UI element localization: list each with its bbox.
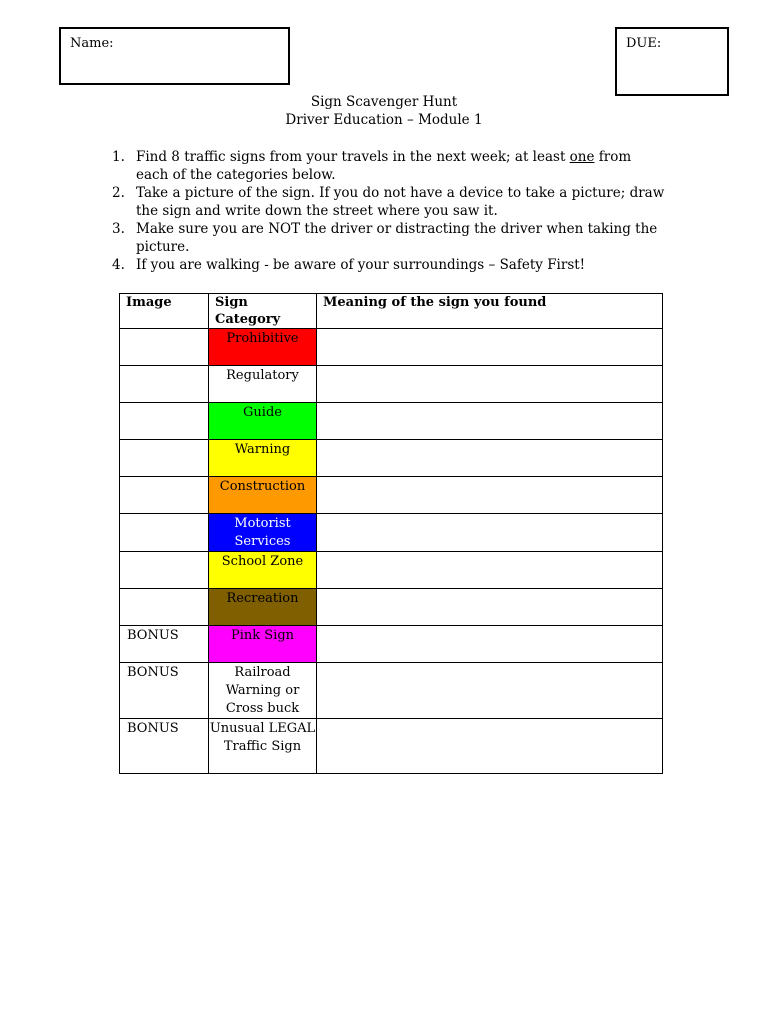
category-cell: Railroad Warning or Cross buck xyxy=(209,663,317,719)
image-cell[interactable] xyxy=(120,552,209,589)
meaning-cell[interactable] xyxy=(317,552,663,589)
table-header-row xyxy=(120,294,663,329)
document-title: Sign Scavenger Hunt xyxy=(310,94,458,110)
meaning-cell[interactable] xyxy=(317,626,663,663)
table-row xyxy=(120,514,663,552)
underlined-word: one xyxy=(569,149,595,165)
category-cell: Pink Sign xyxy=(209,626,317,663)
image-cell[interactable] xyxy=(120,440,209,477)
header-sign-category: Sign Category xyxy=(209,294,317,329)
image-cell[interactable] xyxy=(120,403,209,440)
image-cell[interactable]: BONUS xyxy=(120,719,209,774)
image-cell[interactable] xyxy=(120,477,209,514)
instruction-item: 3. Make sure you are NOT the driver or distracting the driver when taking the picture. xyxy=(112,221,658,255)
meaning-cell[interactable] xyxy=(317,663,663,719)
table-row xyxy=(120,626,663,663)
category-cell: Prohibitive xyxy=(209,329,317,366)
due-label: DUE: xyxy=(626,36,662,51)
instruction-number: 2. xyxy=(112,185,125,201)
category-cell: Warning xyxy=(209,440,317,477)
scavenger-hunt-table xyxy=(119,293,663,774)
meaning-cell[interactable] xyxy=(317,440,663,477)
table-row xyxy=(120,719,663,774)
meaning-cell[interactable] xyxy=(317,514,663,552)
instruction-number: 3. xyxy=(112,221,125,237)
instruction-number: 1. xyxy=(112,149,125,165)
category-cell: Unusual LEGAL Traffic Sign xyxy=(209,719,317,774)
table-row xyxy=(120,440,663,477)
category-cell: Guide xyxy=(209,403,317,440)
category-cell: Regulatory xyxy=(209,366,317,403)
category-cell: Recreation xyxy=(209,589,317,626)
instruction-item: 2. Take a picture of the sign. If you do not have a device to take a picture; draw the sign and write down the street where you saw it. xyxy=(112,185,665,219)
table-row xyxy=(120,552,663,589)
due-field[interactable] xyxy=(615,27,729,96)
instruction-number: 4. xyxy=(112,257,125,273)
table-row xyxy=(120,477,663,514)
category-cell: Construction xyxy=(209,477,317,514)
category-cell: School Zone xyxy=(209,552,317,589)
table-row xyxy=(120,663,663,719)
meaning-cell[interactable] xyxy=(317,589,663,626)
meaning-cell[interactable] xyxy=(317,477,663,514)
image-cell[interactable] xyxy=(120,329,209,366)
table-row xyxy=(120,366,663,403)
image-cell[interactable] xyxy=(120,514,209,552)
document-subtitle: Driver Education – Module 1 xyxy=(285,112,483,128)
meaning-cell[interactable] xyxy=(317,719,663,774)
header-image: Image xyxy=(120,294,209,329)
name-label: Name: xyxy=(70,36,114,51)
meaning-cell[interactable] xyxy=(317,403,663,440)
header-meaning: Meaning of the sign you found xyxy=(317,294,663,329)
image-cell[interactable] xyxy=(120,589,209,626)
image-cell[interactable]: BONUS xyxy=(120,663,209,719)
meaning-cell[interactable] xyxy=(317,329,663,366)
table-row xyxy=(120,589,663,626)
name-field[interactable] xyxy=(59,27,290,85)
table-row xyxy=(120,329,663,366)
category-cell: Motorist Services xyxy=(209,514,317,552)
image-cell[interactable] xyxy=(120,366,209,403)
instruction-item: 1. Find 8 traffic signs from your travels in the next week; at least one from each of the categories below. xyxy=(112,149,632,183)
instructions-list xyxy=(106,148,666,274)
table-row xyxy=(120,403,663,440)
image-cell[interactable]: BONUS xyxy=(120,626,209,663)
meaning-cell[interactable] xyxy=(317,366,663,403)
instruction-item: 4. If you are walking - be aware of your surroundings – Safety First! xyxy=(112,257,586,273)
